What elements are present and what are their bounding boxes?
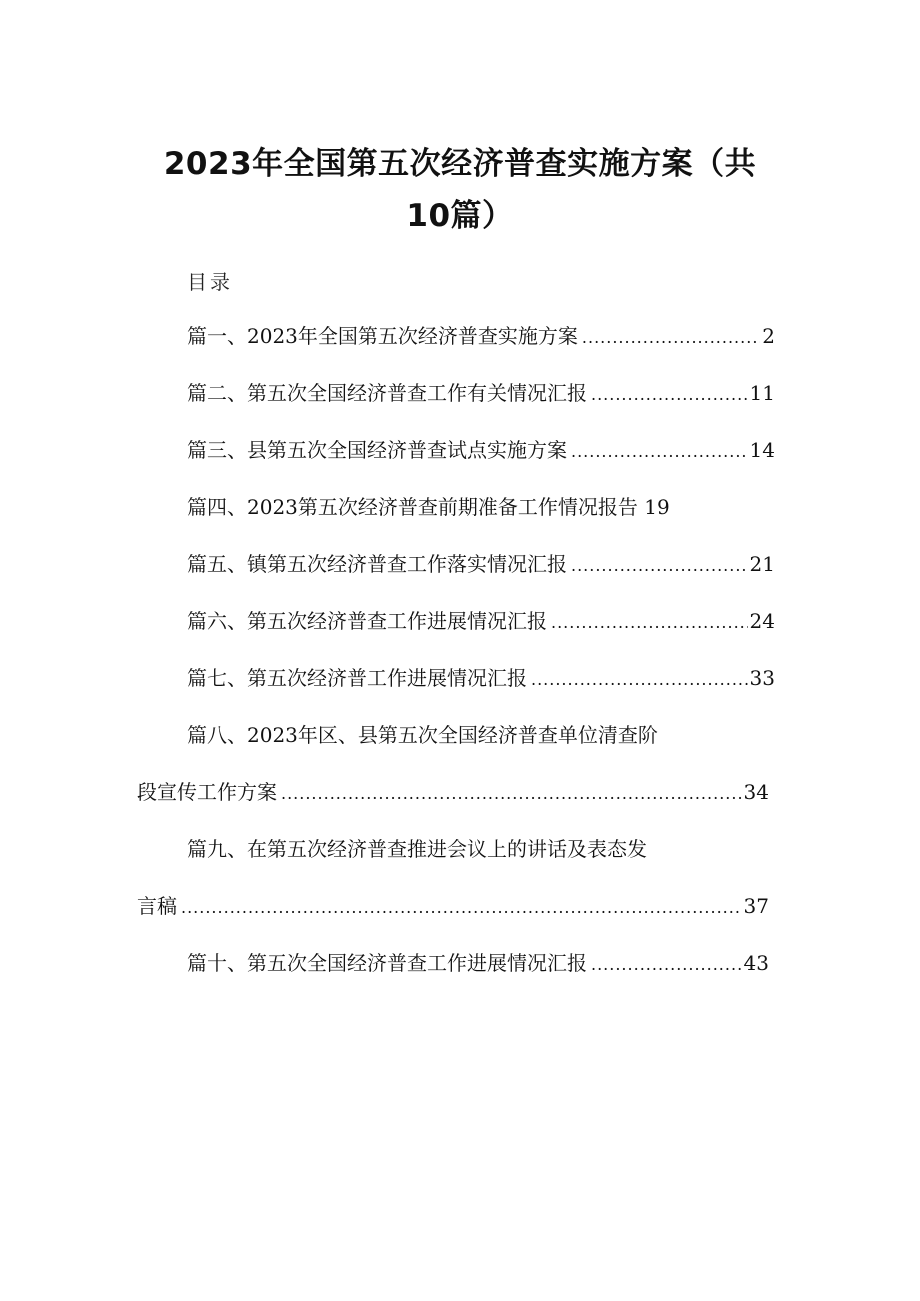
toc-entry-3[interactable] [187,436,775,466]
toc-entry-8[interactable]: 篇八、2023年区、县第五次全国经济普查单位清查阶 [187,723,658,747]
toc-page-number: 34 [743,780,769,804]
toc-entry-9[interactable]: 篇九、在第五次经济普查推进会议上的讲话及表态发 [187,837,647,861]
toc-entry-title: 篇七、第五次经济普工作进展情况汇报 [187,666,527,690]
toc-entry-title: 言稿 [137,894,177,918]
toc-entry-title: 篇一、2023年全国第五次经济普查实施方案 [187,324,578,348]
toc-leader-dots [582,324,760,352]
toc-leader-dots [181,894,742,922]
toc-leader-dots [591,381,748,409]
toc-page-number: 37 [743,894,769,918]
toc-entry-7[interactable] [187,664,775,694]
toc-page-number: 11 [749,381,775,405]
toc-entry-2[interactable] [187,379,775,409]
toc-entry-title: 篇六、第五次经济普查工作进展情况汇报 [187,609,547,633]
toc-leader-dots [551,609,748,637]
toc-entry-9-continuation[interactable] [137,892,769,922]
toc-entry-8-continuation[interactable] [137,778,769,808]
toc-page-number: 33 [749,666,775,690]
toc-entry-title: 段宣传工作方案 [137,780,277,804]
toc-leader-dots [591,951,742,979]
page-title [120,138,800,242]
toc-entry-1[interactable] [187,322,775,352]
toc-entry-4[interactable]: 篇四、2023第五次经济普查前期准备工作情况报告 19 [187,495,670,519]
toc-page-number: 2 [762,324,775,348]
toc-entry-6[interactable] [187,607,775,637]
toc-heading: 目录 [187,270,233,294]
toc-entry-10[interactable] [187,949,769,979]
toc-leader-dots [571,438,748,466]
toc-leader-dots [281,780,742,808]
toc-page-number: 21 [749,552,775,576]
toc-page-number: 24 [749,609,775,633]
toc-leader-dots [531,666,748,694]
title-line-1: 2023年全国第五次经济普查实施方案（共 [163,146,757,182]
toc-entry-title: 篇五、镇第五次经济普查工作落实情况汇报 [187,552,567,576]
title-line-2: 10篇） [406,198,514,234]
toc-entry-title: 篇三、县第五次全国经济普查试点实施方案 [187,438,567,462]
toc-entry-5[interactable] [187,550,775,580]
toc-entry-title: 篇二、第五次全国经济普查工作有关情况汇报 [187,381,587,405]
toc-entry-title: 篇十、第五次全国经济普查工作进展情况汇报 [187,951,587,975]
toc-page-number: 43 [743,951,769,975]
toc-leader-dots [571,552,748,580]
toc-page-number: 14 [749,438,775,462]
